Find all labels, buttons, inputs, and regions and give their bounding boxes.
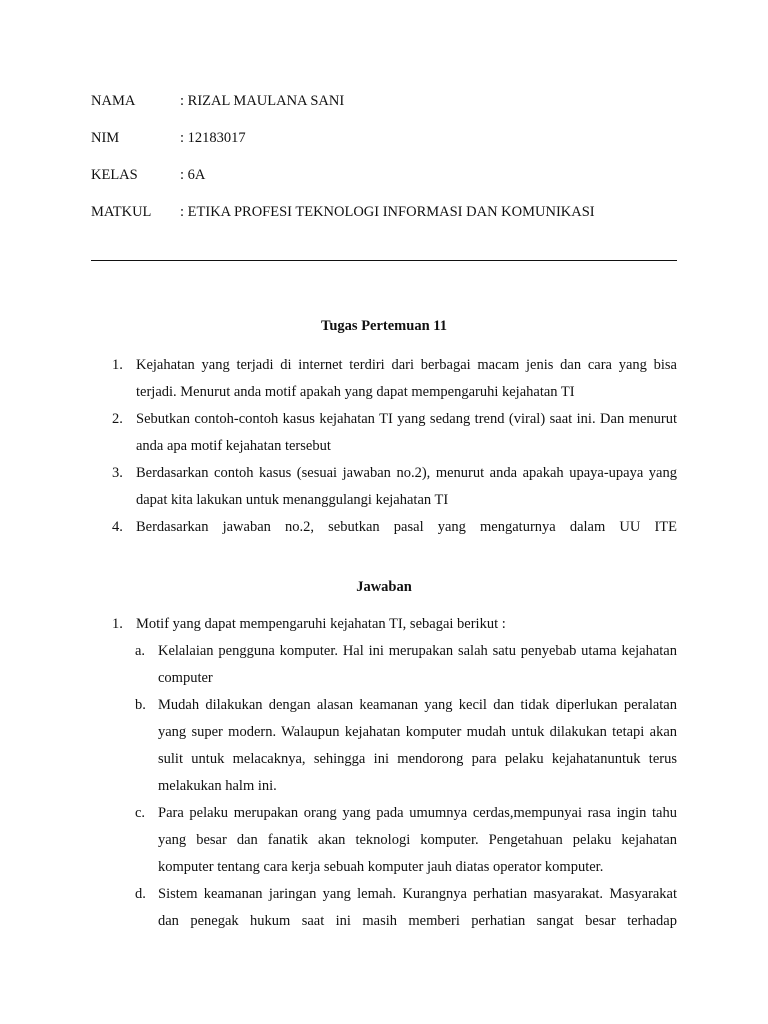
sub-label: a.: [135, 643, 146, 659]
sub-label: d.: [135, 886, 146, 902]
header-label: MATKUL: [91, 204, 152, 220]
sub-text: Sistem keamanan jaringan yang lemah. Kurangnya perhatian masyarakat. Masyarakat dan penegak hukum saat ini masih memberi perhatian sangat besar terhadap: [158, 886, 677, 929]
header-label: NIM: [91, 130, 120, 146]
sub-text: Mudah dilakukan dengan alasan keamanan yang kecil dan tidak diperlukan peralatan yang super modern. Walaupun kejahatan komputer mudah untuk dilakukan tetapi akan sulit untuk melacaknya, sehingga ini mendorong para pelaku kejahatanuntuk terus melakukan halm ini.: [158, 697, 677, 794]
list-text: Berdasarkan jawaban no.2, sebutkan pasal yang mengaturnya dalam UU ITE: [136, 519, 677, 535]
header-label: KELAS: [91, 167, 138, 183]
tugas-title: Tugas Pertemuan 11: [321, 318, 447, 334]
list-item: [91, 352, 677, 406]
list-item: [91, 514, 677, 541]
list-item: [91, 611, 677, 638]
header-divider: [91, 260, 677, 261]
list-text: Berdasarkan contoh kasus (sesuai jawaban no.2), menurut anda apakah upaya-upaya yang dapat kita lakukan untuk menanggulangi kejahatan TI: [136, 465, 677, 508]
header-value: : ETIKA PROFESI TEKNOLOGI INFORMASI DAN KOMUNIKASI: [180, 204, 595, 220]
list-number: 4.: [112, 519, 123, 535]
list-item: [91, 460, 677, 514]
question-list: [91, 352, 677, 541]
sub-item: [91, 638, 677, 692]
sub-label: c.: [135, 805, 146, 821]
jawaban-title: Jawaban: [356, 579, 412, 595]
sub-item: [91, 881, 677, 935]
sub-item: [91, 692, 677, 800]
list-number: 2.: [112, 411, 123, 427]
list-number: 3.: [112, 465, 123, 481]
header-value: : 12183017: [180, 130, 246, 146]
header-value: : RIZAL MAULANA SANI: [180, 93, 345, 109]
list-text: Kejahatan yang terjadi di internet terdiri dari berbagai macam jenis dan cara yang bisa terjadi. Menurut anda motif apakah yang dapat mempengaruhi kejahatan TI: [136, 357, 677, 400]
list-number: 1.: [112, 616, 123, 632]
sub-item: [91, 800, 677, 881]
sub-text: Kelalaian pengguna komputer. Hal ini merupakan salah satu penyebab utama kejahatan computer: [158, 643, 677, 686]
header-label: NAMA: [91, 93, 136, 109]
sub-text: Para pelaku merupakan orang yang pada umumnya cerdas,mempunyai rasa ingin tahu yang besar dan fanatik akan teknologi komputer. Pengetahuan pelaku kejahatan komputer tentang cara kerja sebuah komputer jauh diatas operator komputer.: [158, 805, 677, 875]
list-text: Sebutkan contoh-contoh kasus kejahatan TI yang sedang trend (viral) saat ini. Dan menurut anda apa motif kejahatan tersebut: [136, 411, 677, 454]
sub-label: b.: [135, 697, 146, 713]
list-item: [91, 406, 677, 460]
header-value: : 6A: [180, 167, 206, 183]
answer-list: [91, 611, 677, 935]
list-number: 1.: [112, 357, 123, 373]
list-text: Motif yang dapat mempengaruhi kejahatan TI, sebagai berikut :: [136, 616, 506, 632]
